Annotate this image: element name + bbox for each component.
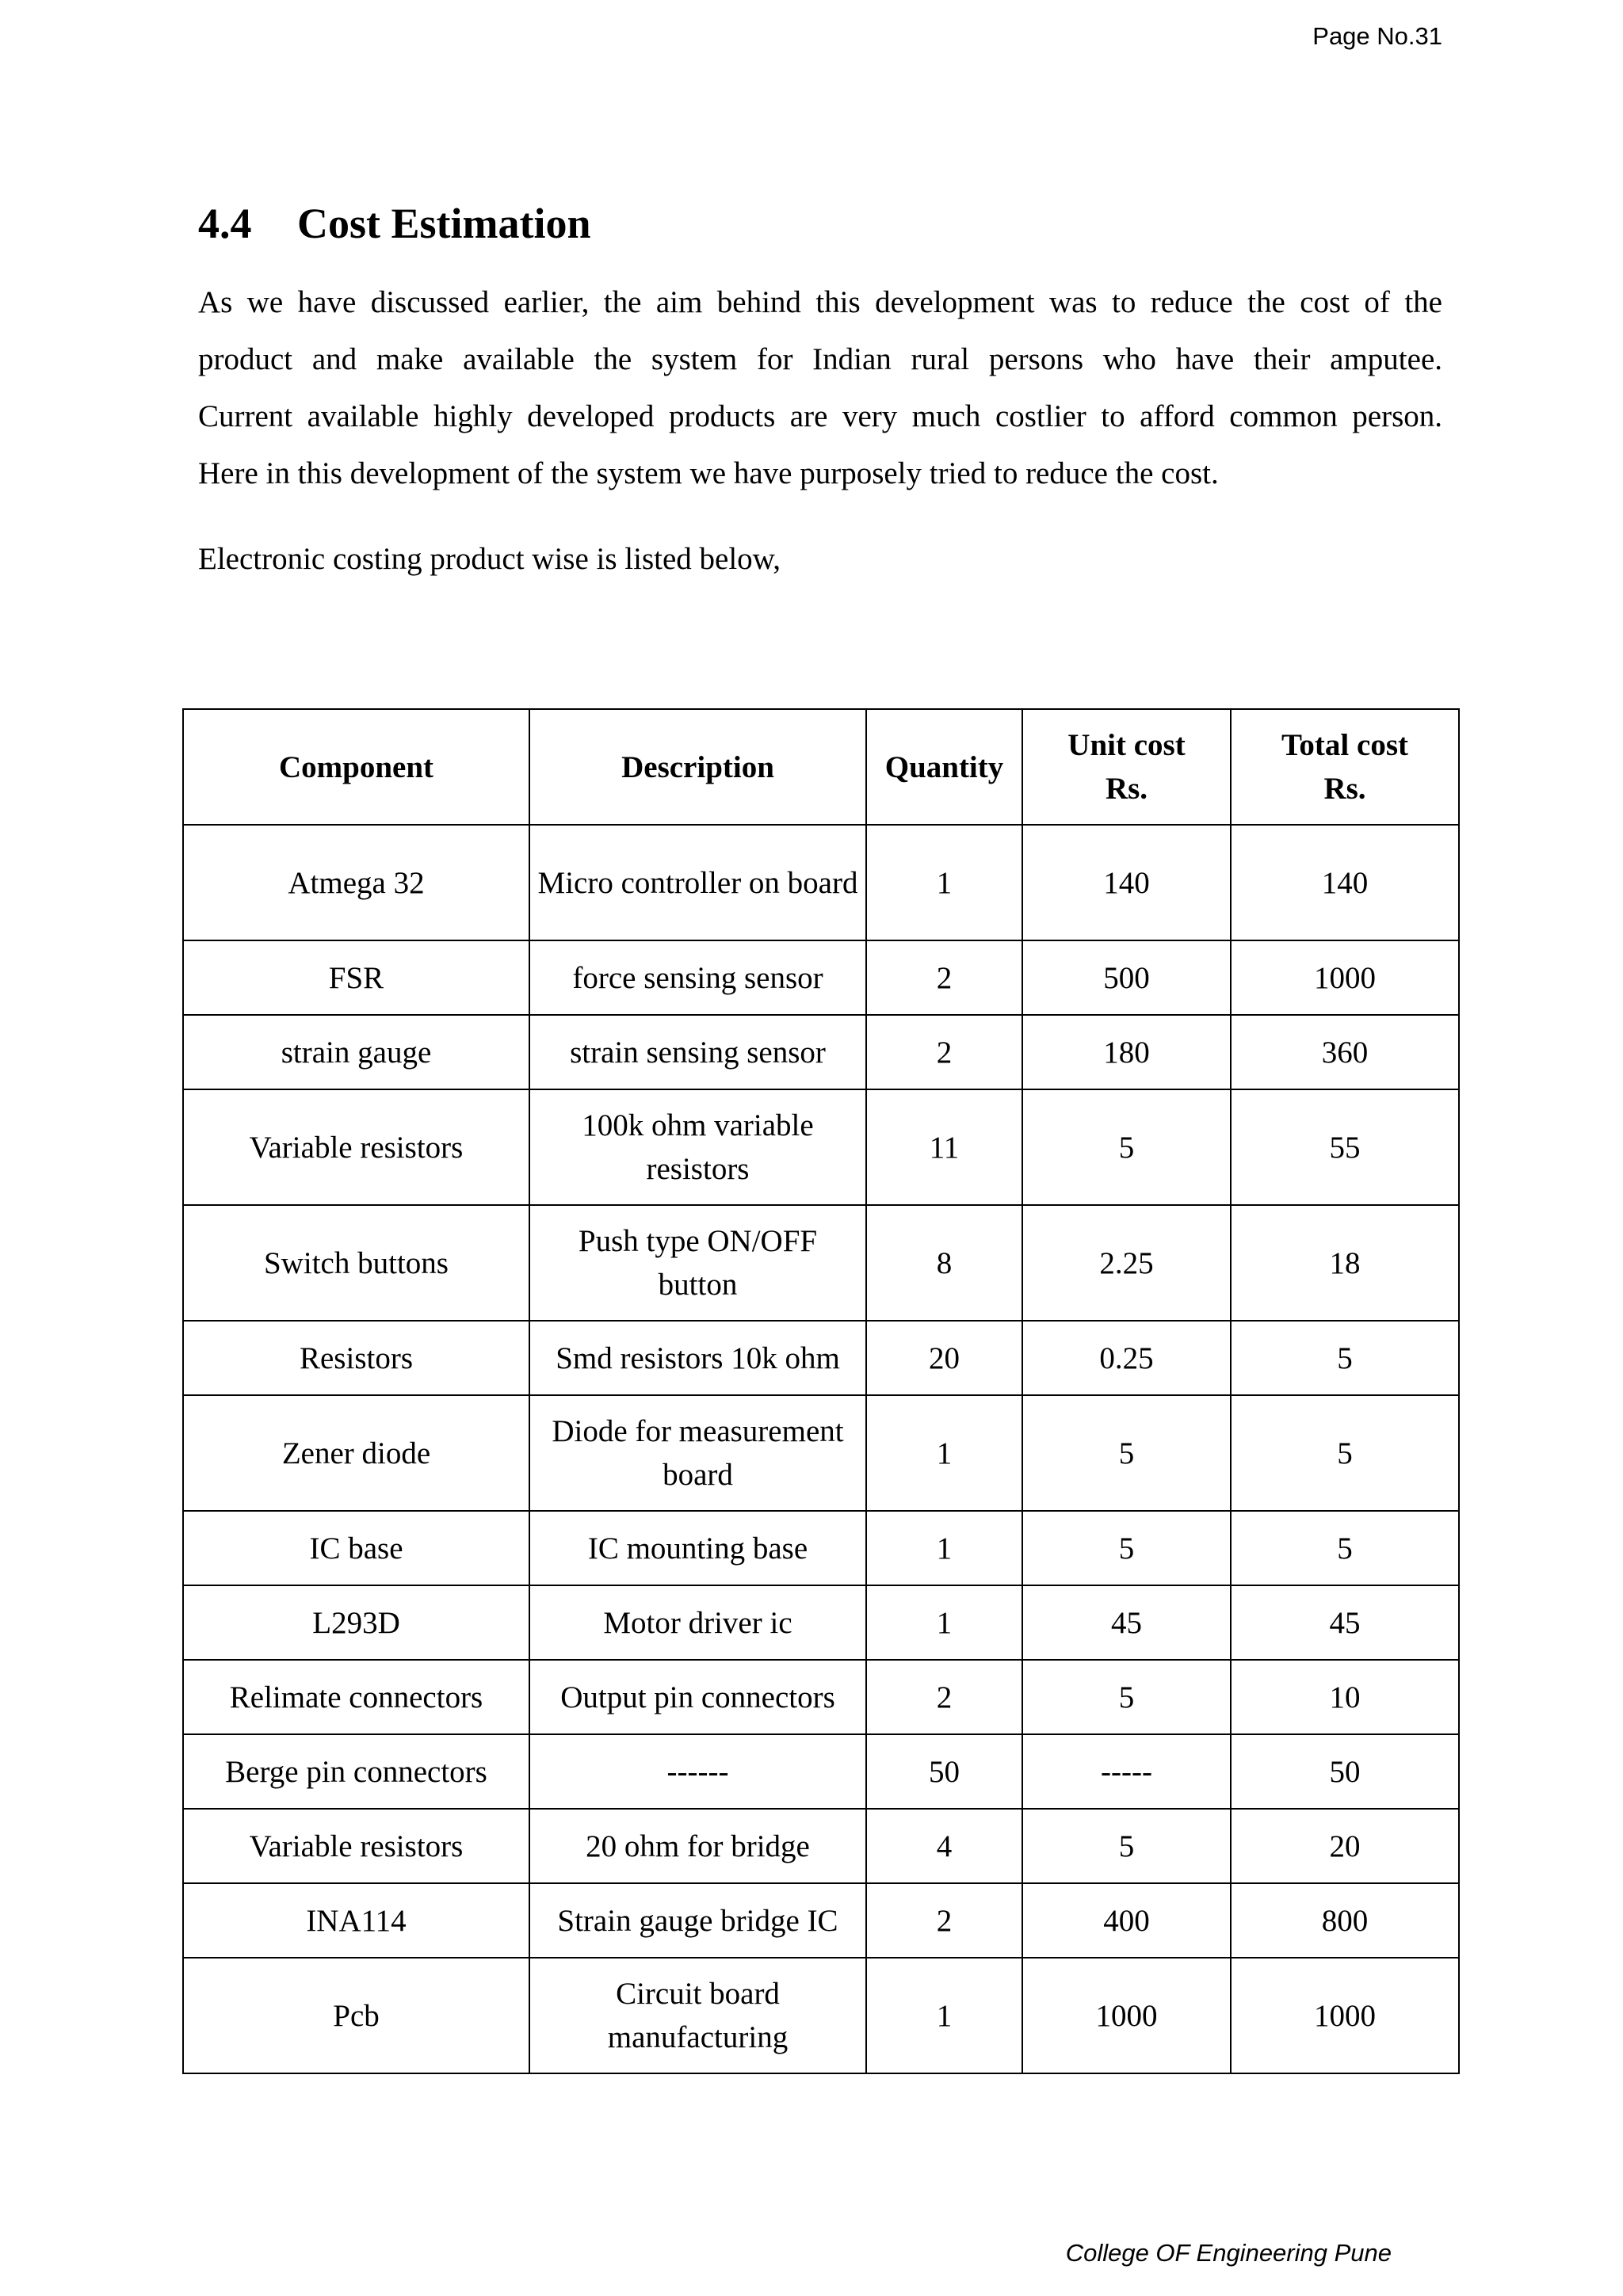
cell-quantity: 2 [866,1883,1022,1958]
cell-description: IC mounting base [529,1511,866,1585]
cell-total-cost: 800 [1231,1883,1459,1958]
cell-component: IC base [183,1511,529,1585]
cell-unit-cost: 0.25 [1022,1321,1231,1395]
cell-total-cost: 5 [1231,1511,1459,1585]
cell-description: Strain gauge bridge IC [529,1883,866,1958]
cell-total-cost: 55 [1231,1089,1459,1205]
table-row [183,1958,1459,2073]
cell-quantity: 11 [866,1089,1022,1205]
cell-component: INA114 [183,1883,529,1958]
cell-unit-cost: 5 [1022,1809,1231,1883]
cell-unit-cost: 5 [1022,1660,1231,1734]
table-row [183,1734,1459,1809]
table-row [183,1205,1459,1321]
cell-unit-cost: 5 [1022,1511,1231,1585]
cell-description: 100k ohm variable resistors [529,1089,866,1205]
cell-total-cost: 5 [1231,1321,1459,1395]
cell-description: Output pin connectors [529,1660,866,1734]
header-total-cost: Total cost Rs. [1231,709,1459,825]
cell-unit-cost: 5 [1022,1395,1231,1511]
cell-component: Relimate connectors [183,1660,529,1734]
cell-total-cost: 5 [1231,1395,1459,1511]
cell-total-cost: 10 [1231,1660,1459,1734]
table-body [183,825,1459,2073]
table-row [183,1660,1459,1734]
cell-description: strain sensing sensor [529,1015,866,1089]
cell-component: FSR [183,940,529,1015]
cell-unit-cost: 45 [1022,1585,1231,1660]
page-number: Page No.31 [1312,22,1442,50]
cell-unit-cost: 500 [1022,940,1231,1015]
cell-description: Micro controller on board [529,825,866,940]
table-row [183,1395,1459,1511]
cell-component: L293D [183,1585,529,1660]
cell-quantity: 1 [866,825,1022,940]
cell-quantity: 1 [866,1395,1022,1511]
cell-component: Berge pin connectors [183,1734,529,1809]
table-row [183,1511,1459,1585]
cell-component: Resistors [183,1321,529,1395]
paragraph-line: Current available highly developed products are very much costlier to afford common person. [198,399,1442,433]
header-description: Description [529,709,866,825]
cell-unit-cost: 400 [1022,1883,1231,1958]
cell-quantity: 1 [866,1585,1022,1660]
table-intro: Electronic costing product wise is listed below, [198,542,781,576]
cell-total-cost: 20 [1231,1809,1459,1883]
cell-quantity: 2 [866,1660,1022,1734]
section-number: 4.4 [198,200,252,247]
cell-total-cost: 18 [1231,1205,1459,1321]
paragraph-line: Here in this development of the system we have purposely tried to reduce the cost. [198,456,1219,490]
section-title: Cost Estimation [297,200,591,247]
cell-description: ------ [529,1734,866,1809]
cell-component: Pcb [183,1958,529,2073]
cell-description: Push type ON/OFF button [529,1205,866,1321]
cell-total-cost: 50 [1231,1734,1459,1809]
header-unit-cost: Unit cost Rs. [1022,709,1231,825]
cell-quantity: 4 [866,1809,1022,1883]
cell-quantity: 20 [866,1321,1022,1395]
cell-description: Circuit board manufacturing [529,1958,866,2073]
cell-quantity: 8 [866,1205,1022,1321]
cell-component: Switch buttons [183,1205,529,1321]
cell-description: 20 ohm for bridge [529,1809,866,1883]
cell-description: Motor driver ic [529,1585,866,1660]
cell-component: Variable resistors [183,1089,529,1205]
cell-unit-cost: 5 [1022,1089,1231,1205]
cell-quantity: 1 [866,1511,1022,1585]
cell-component: Atmega 32 [183,825,529,940]
cell-quantity: 2 [866,940,1022,1015]
cell-total-cost: 45 [1231,1585,1459,1660]
table-row [183,1585,1459,1660]
cell-total-cost: 1000 [1231,1958,1459,2073]
cell-total-cost: 1000 [1231,940,1459,1015]
cell-unit-cost: 180 [1022,1015,1231,1089]
cell-unit-cost: 140 [1022,825,1231,940]
cell-component: Zener diode [183,1395,529,1511]
footer-institution: College OF Engineering Pune [1065,2239,1392,2267]
cell-description: force sensing sensor [529,940,866,1015]
cell-quantity: 50 [866,1734,1022,1809]
cell-unit-cost: ----- [1022,1734,1231,1809]
paragraph-line: As we have discussed earlier, the aim behind this development was to reduce the cost of the [198,285,1442,319]
cell-unit-cost: 1000 [1022,1958,1231,2073]
section-heading [198,198,591,249]
table-row [183,1321,1459,1395]
cost-table [182,708,1460,2074]
cell-quantity: 1 [866,1958,1022,2073]
table-header-row [183,709,1459,825]
header-component: Component [183,709,529,825]
paragraph-line: product and make available the system for Indian rural persons who have their amputee. [198,342,1442,376]
table-row [183,1883,1459,1958]
cell-total-cost: 360 [1231,1015,1459,1089]
cell-unit-cost: 2.25 [1022,1205,1231,1321]
cell-total-cost: 140 [1231,825,1459,940]
body-paragraph [198,274,1442,502]
cell-description: Diode for measurement board [529,1395,866,1511]
cell-component: Variable resistors [183,1809,529,1883]
table-row [183,1809,1459,1883]
cell-description: Smd resistors 10k ohm [529,1321,866,1395]
table-row [183,1089,1459,1205]
table-row [183,940,1459,1015]
table-row [183,825,1459,940]
table-row [183,1015,1459,1089]
cell-component: strain gauge [183,1015,529,1089]
cell-quantity: 2 [866,1015,1022,1089]
header-quantity: Quantity [866,709,1022,825]
